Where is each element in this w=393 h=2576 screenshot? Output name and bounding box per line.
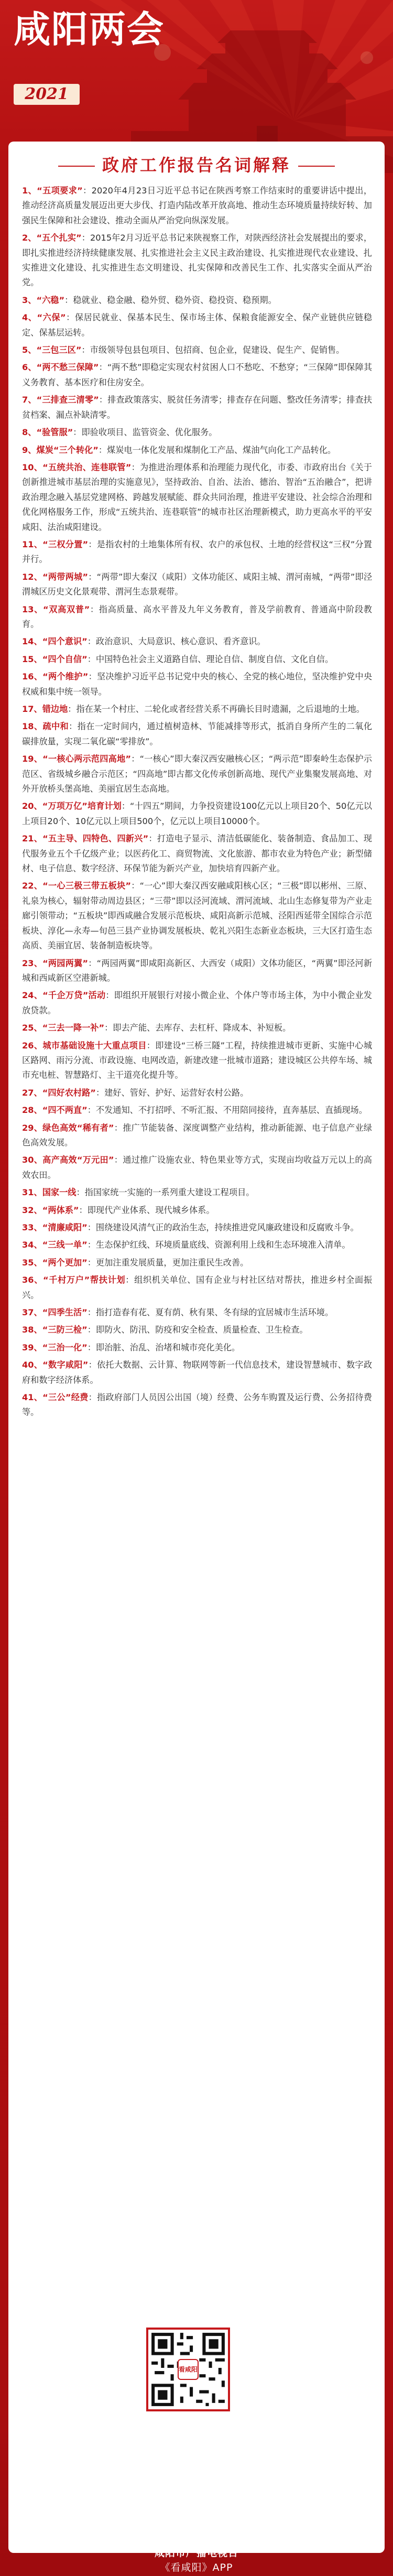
glossary-number: 28 [22, 1105, 34, 1116]
card-title: 政府工作报告名词解释 [8, 152, 385, 176]
glossary-term: 疏中和 [42, 721, 69, 732]
glossary-term: “五项要求” [37, 186, 83, 196]
glossary-definition: ：市级领导包县包项目、包招商、包企业，促建设、促生产、促销售。 [81, 345, 345, 355]
glossary-number: 40 [22, 1360, 34, 1370]
glossary-number-separator: 、 [34, 881, 43, 891]
glossary-definition: ：指高质量、高水平普及九年义务教育，普及学前教育、普通高中阶段教育。 [22, 604, 372, 629]
card-header [8, 142, 385, 183]
glossary-definition: ：建好、管好、护好、运营好农村公路。 [95, 1087, 249, 1098]
glossary-term: “一核心两示范四高地” [42, 754, 131, 764]
glossary-definition: ：为推进治理体系和治理能力现代化，市委、市政府出台《关于创新推进城市基层治理的实施意见》，坚持政治、自治、法治、德治、智治“五治融合”，把讲政治理念融入基层党建网格、跨越发展赋能、群众共同治理，推进平安建设、社会综合治理和优化网格服务工作，形成“五统共治、连巷联管”的城市社区治理新模式，助力更高水平的平安咸阳、法治咸阳建设。 [22, 462, 372, 532]
glossary-item [22, 1358, 372, 1388]
glossary-item [22, 393, 372, 423]
glossary-item [22, 310, 372, 340]
glossary-definition: ：坚决维护习近平总书记党中央的核心、全党的核心地位，坚决维护党中央权威和集中统一领导。 [22, 672, 372, 697]
glossary-number-separator: 、 [34, 1275, 43, 1285]
glossary-number: 23 [22, 958, 34, 968]
glossary-item [22, 1153, 372, 1183]
glossary-item [22, 752, 372, 796]
glossary-number: 9 [22, 445, 28, 455]
glossary-item [22, 1340, 372, 1355]
glossary-definition: ：“十四五”期间，力争投资建设100亿元以上项目20个、50亿元以上项目20个、10亿元以上项目500个，亿元以上项目10000个。 [22, 801, 372, 826]
glossary-item [22, 1121, 372, 1151]
glossary-number-separator: 、 [34, 958, 43, 968]
glossary-term: “数字咸阳” [42, 1360, 89, 1370]
glossary-term: “验管服” [36, 427, 73, 438]
glossary-definition: ：2020年4月23日习近平总书记在陕西考察工作结束时的重要讲话中提出，推动经济高质量发展迈出更大步伐、打造内陆改革开放高地、推动生态环境质量持续好转、加强民生保障和社会建设、推动全面从严治党向纵深发展。 [22, 186, 372, 225]
glossary-item [22, 1203, 372, 1218]
glossary-number: 3 [22, 295, 28, 305]
glossary-number-separator: 、 [28, 312, 37, 323]
glossary-number-separator: 、 [34, 801, 42, 811]
glossary-number: 37 [22, 1307, 34, 1318]
glossary-item [22, 879, 372, 953]
glossary-number: 8 [22, 427, 28, 438]
glossary-number-separator: 、 [28, 395, 37, 405]
glossary-definition: ：“一心”即大秦汉西安融咸阳核心区；“三极”即以彬州、三原、礼泉为核心，辐射带动周边县区；“三带”即以泾河流域、渭河流域、北山生态修复带为产业走廊引领带动；“五板块”即西咸融合发展示范板块、咸阳高新示范城、泾阳西延带全国综合示范板块、淳化—永寿—旬邑三县产业协调发展板块、乾礼兴阳生态新业态板块，三大区打造生态高质、美丽宜居、装备制造板块等。 [22, 881, 372, 951]
glossary-definition: ：2015年2月习近平总书记来陕视察工作，对陕西经济社会发展提出的要求，即扎实推进经济持续健康发展、扎实推进社会主义民主政治建设、扎实推进现代农业建设、扎实推进文化建设、扎实推进生态文明建设、扎实保障和改善民生工作、扎实落实全面从严治党。 [22, 233, 372, 288]
glossary-term: 绿色高效“稀有者” [42, 1122, 114, 1133]
glossary-item [22, 1021, 372, 1035]
glossary-definition: ：即防火、防汛、防疫和安全检查、质量检查、卫生检查。 [87, 1325, 308, 1335]
glossary-item [22, 360, 372, 390]
glossary-number: 15 [22, 654, 34, 664]
glossary-term: “三治一化” [42, 1342, 88, 1352]
glossary-number: 13 [22, 604, 34, 614]
glossary-definition: ：通过推广设施农业、特色果业等方式，实现亩均收益万元以上的高效农田。 [22, 1155, 372, 1180]
glossary-term: “四季生活” [42, 1307, 88, 1318]
glossary-definition: ：即治脏、治乱、治堵和城市亮化美化。 [87, 1342, 241, 1352]
glossary-definition: ：打造电子显示、清洁低碳能化、装备制造、食品加工、现代服务业五个千亿级产业；以医药化工、商贸物流、文化旅游、都市农业为特色产业；新型储材、电子信息、数字经济、环保节能为新兴产业，加快培育四新产业。 [22, 834, 372, 874]
glossary-number-separator: 、 [34, 1392, 43, 1403]
glossary-term: “两个更加” [42, 1257, 88, 1268]
glossary-number-separator: 、 [34, 1307, 42, 1318]
glossary-item [22, 634, 372, 649]
glossary-term: “三公”经费 [42, 1392, 89, 1403]
glossary-number: 38 [22, 1325, 34, 1335]
content-card [8, 142, 385, 2553]
glossary-term: “两带两城” [42, 571, 89, 582]
glossary-number-separator: 、 [34, 754, 43, 764]
glossary-term: “一心三极三带五板块” [42, 881, 131, 891]
glossary-number-separator: 、 [34, 1023, 42, 1033]
glossary-item [22, 183, 372, 228]
glossary-number: 32 [22, 1205, 34, 1215]
glossary-term: “四个自信” [42, 654, 88, 664]
glossary-number: 5 [22, 345, 28, 355]
glossary-item [22, 602, 372, 632]
glossary-item [22, 1086, 372, 1100]
glossary-number: 24 [22, 990, 34, 1001]
glossary-number-separator: 、 [34, 1222, 42, 1232]
glossary-number-separator: 、 [28, 186, 37, 196]
glossary-definition: ：是指农村的土地集体所有权、农户的承包权、土地的经营权这“三权”分置并行。 [22, 539, 372, 565]
glossary-definition: ：排查政策落实、脱贫任务清零；排查存在问题、整改任务清零；排查扶贫档案、漏点补缺清零。 [22, 395, 372, 420]
glossary-term: 高产高效“万元田” [42, 1155, 114, 1165]
glossary-number: 39 [22, 1342, 34, 1352]
glossary-item [22, 669, 372, 699]
glossary-definition: ：指打造春有花、夏有荫、秋有果、冬有绿的宜居城市生活环境。 [87, 1307, 334, 1318]
glossary-item [22, 1305, 372, 1320]
glossary-definition: ：即建设“三桥三隧”工程，持续推进城市更新、实施中心城区路网、雨污分流、市政设施、电网改造，新建改建一批城市道路；建设城区公共停车场、城市充电桩、智慧路灯、主干道亮化提升等。 [22, 1040, 372, 1080]
glossary-number-separator: 、 [28, 345, 37, 355]
glossary-item [22, 570, 372, 600]
glossary-term: 煤炭“三个转化” [36, 445, 99, 455]
glossary-number: 25 [22, 1023, 34, 1033]
glossary-number: 31 [22, 1187, 34, 1198]
glossary-definition: ：指政府部门人员因公出国（境）经费、公务车购置及运行费、公务招待费等。 [22, 1392, 372, 1417]
glossary-number: 33 [22, 1222, 34, 1232]
glossary-term: “三去一降一补” [42, 1023, 105, 1033]
glossary-term: “四不两直” [42, 1105, 88, 1116]
glossary-number: 41 [22, 1392, 34, 1403]
glossary-item [22, 1103, 372, 1118]
glossary-number: 30 [22, 1155, 34, 1165]
glossary-item [22, 1220, 372, 1235]
glossary-number-separator: 、 [34, 672, 43, 682]
glossary-term: “三权分置” [42, 539, 89, 549]
glossary-definition: ：更加注重发展质量，更加注重民生改善。 [87, 1257, 249, 1268]
glossary-item [22, 1273, 372, 1303]
glossary-item [22, 719, 372, 749]
glossary-number: 35 [22, 1257, 34, 1268]
glossary-definition: ：“两带”即大秦汉（咸阳）文体功能区、咸阳主城、渭河南城，“两带”即泾渭城区历史文化景观带、渭河生态景观带。 [22, 571, 372, 597]
glossary-definition: ：围绕建设风清气正的政治生态，持续推进党风廉政建设和反腐败斗争。 [87, 1222, 359, 1232]
glossary-definition: ：指国家统一实施的一系列重大建设工程项目。 [76, 1187, 255, 1198]
glossary-item [22, 1038, 372, 1083]
glossary-number-separator: 、 [34, 1155, 43, 1165]
glossary-definition: ：组织机关单位、国有企业与村社区结对帮扶，推进乡村全面振兴。 [22, 1275, 372, 1300]
glossary-number: 36 [22, 1275, 34, 1285]
glossary-number-separator: 、 [34, 1040, 43, 1051]
glossary-definition: ：保居民就业、保基本民生、保市场主体、保粮食能源安全、保产业链供应链稳定、保基层运转。 [22, 312, 372, 338]
glossary-number: 4 [22, 312, 28, 323]
glossary-number: 2 [22, 233, 28, 243]
qr-code [146, 2328, 230, 2411]
glossary-number: 26 [22, 1040, 34, 1051]
glossary-definition: ：煤炭电一体化发展和煤制化工产品、煤油气向化工产品转化。 [98, 445, 336, 455]
glossary-number: 20 [22, 801, 34, 811]
glossary-number-separator: 、 [34, 1325, 42, 1335]
glossary-number-separator: 、 [34, 990, 43, 1001]
glossary-definition: ：依托大数据、云计算、物联网等新一代信息技术，建设智慧城市、数字政府和数字经济体系。 [22, 1360, 372, 1385]
glossary-number-separator: 、 [34, 636, 42, 647]
glossary-number-separator: 、 [34, 539, 43, 549]
glossary-number: 34 [22, 1240, 34, 1250]
glossary-item [22, 1323, 372, 1337]
page-title: 咸阳两会 [14, 7, 165, 51]
glossary-term: “四个意识” [42, 636, 88, 647]
glossary-item [22, 293, 372, 308]
glossary-number-separator: 、 [34, 654, 42, 664]
glossary-term: “五个扎实” [36, 233, 82, 243]
glossary-term: “千村万户”帮扶计划 [43, 1275, 126, 1285]
glossary-term: “三线一单” [42, 1240, 88, 1250]
glossary-item [22, 443, 372, 458]
glossary-number: 7 [22, 395, 28, 405]
glossary-term: “三排查三清零” [36, 395, 99, 405]
glossary-number-separator: 、 [34, 1257, 42, 1268]
glossary-number-separator: 、 [34, 604, 43, 614]
glossary-number-separator: 、 [34, 462, 43, 472]
glossary-number-separator: 、 [34, 1122, 43, 1133]
glossary-number-separator: 、 [34, 1205, 42, 1215]
glossary-item [22, 831, 372, 876]
glossary-number: 18 [22, 721, 34, 732]
glossary-definition: ：不发通知、不打招呼、不听汇报、不用陪同接待，直奔基层、直插现场。 [87, 1105, 367, 1116]
glossary-item [22, 343, 372, 358]
glossary-definition: ：即验收项目、监管资金、优化服务。 [73, 427, 217, 438]
footer-app: 《看咸阳》APP [160, 2562, 233, 2573]
glossary-item [22, 1238, 372, 1252]
glossary-number-separator: 、 [34, 1105, 42, 1116]
glossary-item [22, 231, 372, 290]
glossary-definition: ：中国特色社会主义道路自信、理论自信、制度自信、文化自信。 [87, 654, 334, 664]
glossary-item [22, 460, 372, 535]
glossary-number: 16 [22, 672, 34, 682]
glossary-number: 19 [22, 754, 34, 764]
glossary-definition: ：稳就业、稳金融、稳外贸、稳外资、稳投资、稳预期。 [64, 295, 277, 305]
glossary-item [22, 988, 372, 1018]
glossary-definition: ：“一核心”即大秦汉西安融核心区；“两示范”即秦岭生态保护示范区、省级城乡融合示范区；“四高地”即古都文化传承创新高地、现代产业集聚发展高地、对外开放桥头堡高地、美丽宜居生态高地。 [22, 754, 372, 794]
glossary-number-separator: 、 [28, 427, 37, 438]
glossary-number-separator: 、 [34, 1240, 42, 1250]
glossary-term: “五主导、四特色、四新兴” [42, 834, 149, 844]
glossary-term: “六稳” [36, 295, 65, 305]
glossary-term: “四好农村路” [42, 1087, 96, 1098]
glossary-item [22, 799, 372, 829]
glossary-item [22, 1185, 372, 1200]
glossary-term: 国家一线 [42, 1187, 77, 1198]
glossary-number: 11 [22, 539, 34, 549]
glossary-number: 14 [22, 636, 34, 647]
glossary-number-separator: 、 [34, 1342, 42, 1352]
glossary-number: 21 [22, 834, 34, 844]
glossary-number: 6 [22, 362, 28, 373]
glossary-term: “清廉咸阳” [42, 1222, 88, 1232]
glossary-definition: ：即组织开展银行对接小微企业、个体户等市场主体，为中小微企业发放贷款。 [22, 990, 372, 1015]
glossary-term: “两个维护” [42, 672, 89, 682]
footer-org: 咸阳市广播电视台 [154, 2547, 238, 2559]
glossary-number-separator: 、 [34, 1187, 42, 1198]
glossary-term: “两不愁三保障” [36, 362, 99, 373]
glossary-definition: ：“两不愁”即稳定实现农村贫困人口不愁吃、不愁穿；“三保障”即保障其义务教育、基本医疗和住房安全。 [22, 362, 372, 387]
glossary-item [22, 1255, 372, 1270]
glossary-term: “两园两翼” [42, 958, 89, 968]
glossary-definition: ：生态保护红线、环境质量底线、资源利用上线和生态环境准入清单。 [87, 1240, 351, 1250]
glossary-term: 城市基础设施十大重点项目 [42, 1040, 147, 1051]
glossary-number-separator: 、 [34, 834, 43, 844]
glossary-number-separator: 、 [28, 295, 37, 305]
glossary-definition: ：“两园两翼”即咸阳高新区、大西安（咸阳）文体功能区，“两翼”即泾河新城和西咸新区空港新城。 [22, 958, 372, 983]
glossary-number-separator: 、 [34, 1360, 43, 1370]
glossary-item [22, 537, 372, 567]
glossary-item [22, 702, 372, 717]
glossary-number: 22 [22, 881, 34, 891]
glossary-term: “两体系” [42, 1205, 79, 1215]
glossary-number: 17 [22, 704, 34, 714]
glossary-item [22, 1390, 372, 1420]
glossary-number: 29 [22, 1122, 34, 1133]
glossary-number-separator: 、 [28, 362, 37, 373]
glossary-definition: ：指在某一个村庄、二轮化或者经营关系不再确长目时遗漏，之后退地的土地。 [68, 704, 365, 714]
app-logo: 看咸阳 [178, 2359, 199, 2380]
glossary-term: “三包三区” [36, 345, 82, 355]
glossary-definition: ：即现代产业体系、现代城乡体系。 [79, 1205, 215, 1215]
glossary-definition: ：即去产能、去库存、去杠杆、降成本、补短板。 [104, 1023, 291, 1033]
year-badge: 2021 [14, 84, 80, 105]
glossary-term: “三防三检” [42, 1325, 88, 1335]
glossary-number-separator: 、 [34, 704, 42, 714]
glossary-definition: ：指在一定时间内，通过植树造林、节能减排等形式，抵消自身所产生的二氧化碳排放量，实现二氧化碳“零排放”。 [22, 721, 372, 746]
glossary-term: 错边地 [42, 704, 68, 714]
glossary-list [22, 183, 372, 2396]
glossary-number-separator: 、 [28, 445, 37, 455]
glossary-number-separator: 、 [28, 233, 37, 243]
glossary-term: “万项万亿”培育计划 [42, 801, 122, 811]
glossary-term: “六保” [37, 312, 66, 323]
glossary-number: 1 [22, 186, 28, 196]
glossary-term: “双高双普” [43, 604, 90, 614]
glossary-number: 12 [22, 571, 34, 582]
glossary-definition: ：政治意识、大局意识、核心意识、看齐意识。 [87, 636, 266, 647]
glossary-term: “五统共治、连巷联管” [42, 462, 132, 472]
glossary-term: “千企万贷”活动 [42, 990, 106, 1001]
glossary-number-separator: 、 [34, 571, 43, 582]
glossary-item [22, 425, 372, 440]
glossary-number: 10 [22, 462, 34, 472]
glossary-number: 27 [22, 1087, 34, 1098]
glossary-item [22, 652, 372, 667]
glossary-number-separator: 、 [34, 1087, 42, 1098]
glossary-definition: ：推广节能装备、深度调整产业结构，推动新能源、电子信息产业绿色高效发展。 [22, 1122, 372, 1148]
glossary-number-separator: 、 [34, 721, 43, 732]
glossary-item [22, 956, 372, 986]
